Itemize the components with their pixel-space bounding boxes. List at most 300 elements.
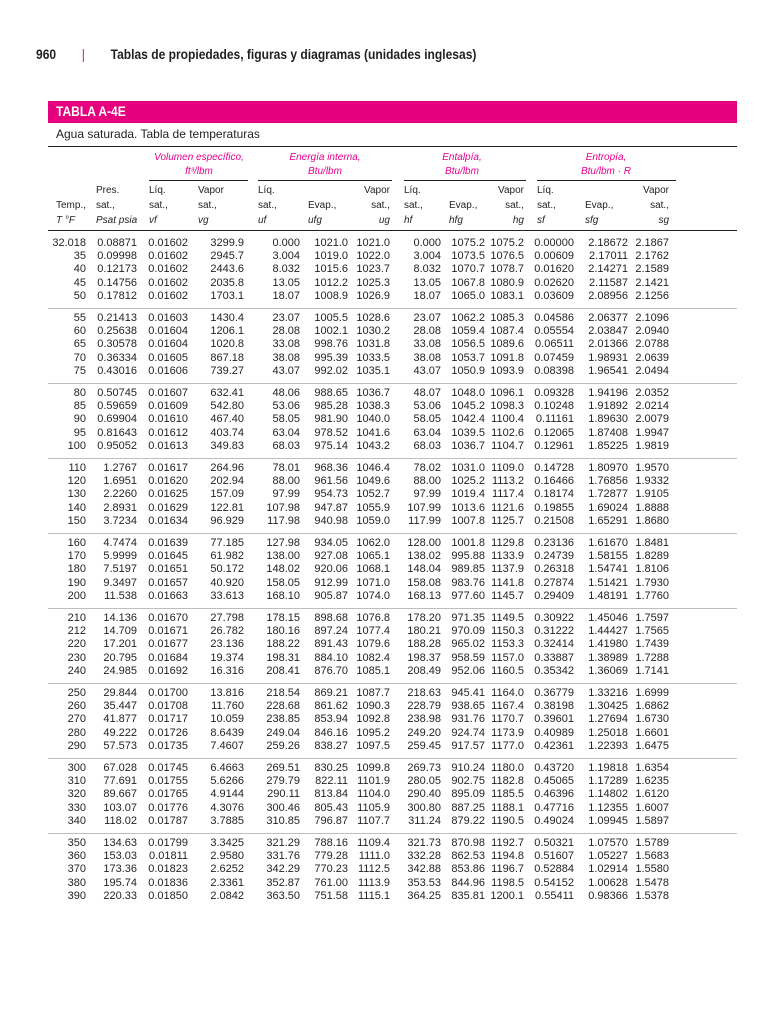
- group-header-unit: ft³/lbm: [185, 166, 213, 177]
- table-cell: 290: [67, 739, 86, 752]
- table-cell: 1005.5: [314, 312, 348, 324]
- table-row: [0, 537, 768, 550]
- table-cell: 0.54152: [534, 876, 574, 889]
- table-cell: 1109.0: [491, 462, 524, 474]
- table-row: [0, 338, 768, 351]
- table-cell: 1167.4: [491, 700, 524, 713]
- table-cell: 168.10: [266, 589, 300, 602]
- table-cell: 0.01823: [148, 863, 188, 876]
- table-cell: 360: [67, 850, 86, 863]
- table-cell: 1.76856: [588, 475, 628, 488]
- table-cell: 97.99: [272, 488, 300, 501]
- table-row: [0, 563, 768, 576]
- table-cell: 632.41: [210, 387, 244, 399]
- table-cell: 78.02: [413, 462, 441, 474]
- table-cell: 1.7288: [635, 651, 669, 664]
- table-cell: 0.12961: [534, 439, 574, 452]
- table-cell: 1.7439: [635, 638, 669, 651]
- table-cell: 50.172: [210, 563, 244, 576]
- column-header: Líq.: [258, 185, 275, 196]
- table-cell: 1076.8: [356, 612, 390, 624]
- table-cell: 958.59: [451, 651, 485, 664]
- table-cell: 1080.9: [490, 276, 524, 289]
- table-cell: 300.46: [266, 801, 300, 814]
- table-row: [0, 762, 768, 775]
- table-cell: 1.69024: [588, 501, 628, 514]
- table-cell: 1194.8: [491, 850, 524, 863]
- table-cell: 830.25: [314, 762, 348, 774]
- table-cell: 117.98: [267, 514, 300, 527]
- table-cell: 80: [73, 387, 86, 399]
- table-cell: 68.03: [272, 439, 300, 452]
- table-cell: 1039.5: [451, 426, 485, 439]
- table-cell: 1.6601: [635, 726, 669, 739]
- table-cell: 0.29409: [534, 589, 574, 602]
- table-cell: 310: [67, 775, 86, 788]
- table-cell: 0.36779: [534, 687, 574, 699]
- table-cell: 0.18174: [534, 488, 574, 501]
- table-cell: 1.5580: [635, 863, 669, 876]
- table-row: [0, 775, 768, 788]
- table-subtitle: Agua saturada. Tabla de temperaturas: [56, 127, 260, 141]
- table-cell: 269.51: [266, 762, 300, 774]
- table-cell: 107.98: [266, 501, 300, 514]
- table-cell: 230: [67, 651, 86, 664]
- table-row: [0, 488, 768, 501]
- table-cell: 0.43720: [534, 762, 574, 774]
- table-cell: 19.374: [210, 651, 244, 664]
- table-cell: 0.98366: [588, 889, 628, 902]
- block-separator: [48, 758, 737, 759]
- table-cell: 380: [67, 876, 86, 889]
- table-cell: 867.18: [210, 351, 244, 364]
- table-cell: 117.99: [408, 514, 441, 527]
- table-cell: 0.01602: [148, 237, 188, 249]
- table-cell: 350: [67, 837, 86, 849]
- table-cell: 28.08: [272, 325, 300, 338]
- table-cell: 0.43016: [97, 364, 137, 377]
- table-cell: 75: [73, 364, 86, 377]
- table-cell: 779.28: [314, 850, 348, 863]
- table-cell: 0.01651: [148, 563, 188, 576]
- table-cell: 0.01634: [148, 514, 188, 527]
- table-cell: 280.05: [407, 775, 441, 788]
- table-cell: 0.39601: [534, 713, 574, 726]
- table-cell: 977.60: [451, 589, 485, 602]
- table-cell: 1093.9: [490, 364, 524, 377]
- table-cell: 0.40989: [534, 726, 574, 739]
- table-cell: 340: [67, 814, 86, 827]
- table-cell: 1.25018: [588, 726, 628, 739]
- column-header: Líq.: [404, 185, 421, 196]
- table-cell: 1.9332: [635, 475, 669, 488]
- column-header: Vapor: [643, 185, 669, 196]
- table-cell: 1.45046: [588, 612, 628, 624]
- column-header: Vapor: [498, 185, 524, 196]
- table-cell: 160: [67, 537, 86, 549]
- table-cell: 2.1762: [635, 250, 669, 263]
- table-cell: 1075.2: [451, 237, 485, 249]
- table-cell: 38.08: [272, 351, 300, 364]
- table-cell: 53.06: [272, 400, 300, 413]
- table-cell: 887.25: [451, 801, 485, 814]
- table-cell: 1101.9: [357, 775, 390, 788]
- table-cell: 1.7597: [635, 612, 669, 624]
- table-cell: 1.9819: [635, 439, 669, 452]
- table-cell: 1025.2: [451, 475, 485, 488]
- table-cell: 1021.0: [356, 237, 390, 249]
- table-row: [0, 665, 768, 678]
- table-cell: 240: [67, 664, 86, 677]
- table-cell: 2.1867: [635, 237, 669, 249]
- table-cell: 330: [67, 801, 86, 814]
- table-cell: 2.0940: [635, 325, 669, 338]
- table-cell: 0.000: [413, 237, 441, 249]
- table-cell: 1096.1: [490, 387, 524, 399]
- table-row: [0, 352, 768, 365]
- table-cell: 0.14756: [97, 276, 137, 289]
- table-cell: 1.80970: [588, 462, 628, 474]
- table-row: [0, 590, 768, 603]
- table-cell: 3299.9: [210, 237, 244, 249]
- table-cell: 2.6252: [210, 863, 244, 876]
- table-cell: 10.059: [210, 713, 244, 726]
- table-cell: 1065.0: [451, 289, 485, 302]
- table-cell: 67.028: [103, 762, 137, 774]
- table-cell: 1125.7: [491, 514, 524, 527]
- table-cell: 0.00609: [534, 250, 574, 263]
- table-cell: 1.22393: [588, 739, 628, 752]
- table-cell: 1040.0: [356, 413, 390, 426]
- table-cell: 1.6120: [635, 788, 669, 801]
- table-cell: 220: [67, 638, 86, 651]
- table-cell: 1062.0: [356, 537, 390, 549]
- column-header: sat.,: [198, 200, 217, 211]
- table-cell: 8.6439: [210, 726, 244, 739]
- table-cell: 1.30425: [588, 700, 628, 713]
- table-cell: 1104.7: [491, 439, 524, 452]
- table-cell: 150: [67, 514, 86, 527]
- table-cell: 1031.0: [451, 462, 485, 474]
- column-header: hg: [512, 215, 524, 226]
- table-cell: 200: [67, 589, 86, 602]
- table-cell: 1129.8: [491, 537, 524, 549]
- table-cell: 6.4663: [210, 762, 244, 774]
- table-cell: 0.01617: [148, 462, 188, 474]
- table-cell: 989.85: [451, 563, 485, 576]
- table-cell: 0.21508: [534, 514, 574, 527]
- table-cell: 1.6730: [635, 713, 669, 726]
- table-row: [0, 237, 768, 250]
- table-cell: 1097.5: [356, 739, 390, 752]
- table-cell: 2.14271: [588, 263, 628, 276]
- table-cell: 1.38989: [588, 651, 628, 664]
- column-header: sat.,: [149, 200, 168, 211]
- table-cell: 846.16: [314, 726, 348, 739]
- table-cell: 1035.1: [356, 364, 390, 377]
- table-cell: 89.667: [103, 788, 137, 801]
- table-cell: 0.01645: [148, 550, 188, 563]
- table-cell: 1.5789: [635, 837, 669, 849]
- table-cell: 4.9144: [210, 788, 244, 801]
- table-cell: 1.17289: [588, 775, 628, 788]
- table-cell: 2.0842: [210, 889, 244, 902]
- table-cell: 4.7474: [103, 537, 137, 549]
- table-cell: 1.02914: [588, 863, 628, 876]
- table-cell: 1153.3: [491, 638, 524, 651]
- table-cell: 1036.7: [356, 387, 390, 399]
- table-cell: 1.5478: [635, 876, 669, 889]
- table-cell: 45: [73, 276, 86, 289]
- table-cell: 269.73: [407, 762, 441, 774]
- table-row: [0, 727, 768, 740]
- table-cell: 249.04: [266, 726, 300, 739]
- table-cell: 2.1589: [635, 263, 669, 276]
- table-cell: 97.99: [413, 488, 441, 501]
- table-cell: 2.8931: [103, 501, 137, 514]
- table-cell: 0.01776: [148, 801, 188, 814]
- block-separator: [48, 533, 737, 534]
- table-cell: 891.43: [314, 638, 348, 651]
- table-cell: 210: [67, 612, 86, 624]
- table-cell: 1.14802: [588, 788, 628, 801]
- table-cell: 739.27: [210, 364, 244, 377]
- table-cell: 931.76: [451, 713, 485, 726]
- table-cell: 1192.7: [491, 837, 524, 849]
- table-cell: 40: [73, 263, 86, 276]
- table-cell: 0.01765: [148, 788, 188, 801]
- table-row: [0, 325, 768, 338]
- table-cell: 978.52: [314, 426, 348, 439]
- table-row: [0, 277, 768, 290]
- table-cell: 983.76: [451, 576, 485, 589]
- table-cell: 0.01603: [148, 312, 188, 324]
- table-cell: 0.01610: [148, 413, 188, 426]
- table-cell: 1.41980: [588, 638, 628, 651]
- table-cell: 1015.6: [314, 263, 348, 276]
- table-cell: 1048.0: [451, 387, 485, 399]
- table-cell: 7.4607: [210, 739, 244, 752]
- column-header: sat.,: [96, 200, 115, 211]
- table-cell: 995.88: [451, 550, 485, 563]
- table-cell: 140: [67, 501, 86, 514]
- table-cell: 1078.7: [490, 263, 524, 276]
- table-row: [0, 837, 768, 850]
- table-cell: 1089.6: [490, 338, 524, 351]
- column-header: sat.,: [505, 200, 524, 211]
- table-cell: 1185.5: [491, 788, 524, 801]
- table-cell: 0.01663: [148, 589, 188, 602]
- column-header: Evap.,: [449, 200, 478, 211]
- table-cell: 7.5197: [103, 563, 137, 576]
- table-cell: 1045.2: [451, 400, 485, 413]
- page-number: 960: [36, 46, 57, 62]
- table-cell: 1.05227: [588, 850, 628, 863]
- table-cell: 0.00000: [534, 237, 574, 249]
- table-cell: 1049.6: [356, 475, 390, 488]
- table-cell: 18.07: [413, 289, 441, 302]
- table-cell: 1190.5: [491, 814, 524, 827]
- group-header-underline: [404, 180, 526, 181]
- table-cell: 32.018: [52, 237, 86, 249]
- table-cell: 934.05: [314, 537, 348, 549]
- column-header: sat.,: [537, 200, 556, 211]
- table-cell: 0.01717: [148, 713, 188, 726]
- table-cell: 2.0788: [635, 338, 669, 351]
- table-cell: 35: [73, 250, 86, 263]
- table-cell: 2035.8: [210, 276, 244, 289]
- table-cell: 1.6235: [635, 775, 669, 788]
- block-separator: [48, 458, 737, 459]
- table-cell: 0.12173: [97, 263, 137, 276]
- group-header-title: Entropía,: [585, 152, 627, 163]
- table-cell: 0.08871: [97, 237, 137, 249]
- table-cell: 0.31222: [534, 625, 574, 638]
- table-cell: 9.3497: [103, 576, 137, 589]
- table-cell: 1.87408: [588, 426, 628, 439]
- table-cell: 0.01607: [148, 387, 188, 399]
- table-cell: 861.62: [314, 700, 348, 713]
- table-cell: 0.01604: [148, 325, 188, 338]
- table-cell: 320: [67, 788, 86, 801]
- table-cell: 1.5683: [635, 850, 669, 863]
- table-cell: 0.49024: [534, 814, 574, 827]
- table-cell: 120: [67, 475, 86, 488]
- table-cell: 0.01629: [148, 501, 188, 514]
- table-cell: 0.50745: [97, 387, 137, 399]
- table-cell: 1149.5: [491, 612, 524, 624]
- table-cell: 1.85225: [588, 439, 628, 452]
- table-cell: 5.6266: [210, 775, 244, 788]
- table-cell: 998.76: [314, 338, 348, 351]
- table-cell: 0.01625: [148, 488, 188, 501]
- table-row: [0, 700, 768, 713]
- table-cell: 0.01708: [148, 700, 188, 713]
- table-cell: 1141.8: [491, 576, 524, 589]
- table-cell: 390: [67, 889, 86, 902]
- table-cell: 50: [73, 289, 86, 302]
- table-cell: 4.3076: [210, 801, 244, 814]
- table-cell: 1085.1: [356, 664, 390, 677]
- table-cell: 0.12065: [534, 426, 574, 439]
- column-header: ug: [378, 215, 390, 226]
- table-cell: 1020.8: [210, 338, 244, 351]
- table-cell: 1.89630: [588, 413, 628, 426]
- table-cell: 2443.6: [210, 263, 244, 276]
- table-cell: 1107.7: [357, 814, 390, 827]
- table-cell: 945.41: [451, 687, 485, 699]
- table-cell: 1703.1: [210, 289, 244, 302]
- table-cell: 49.222: [103, 726, 137, 739]
- table-cell: 2.11587: [589, 276, 628, 289]
- table-cell: 279.79: [266, 775, 300, 788]
- table-cell: 805.43: [314, 801, 348, 814]
- table-cell: 0.59659: [97, 400, 137, 413]
- table-cell: 1.51421: [588, 576, 628, 589]
- table-cell: 895.09: [451, 788, 485, 801]
- table-cell: 822.11: [315, 775, 348, 788]
- table-cell: 1157.0: [491, 651, 524, 664]
- table-cell: 11.538: [104, 589, 137, 602]
- table-cell: 0.95052: [97, 439, 137, 452]
- table-cell: 28.08: [413, 325, 441, 338]
- table-cell: 33.08: [272, 338, 300, 351]
- column-header: T °F: [56, 215, 75, 226]
- table-cell: 170: [67, 550, 86, 563]
- table-cell: 879.22: [451, 814, 485, 827]
- table-cell: 18.07: [272, 289, 300, 302]
- table-cell: 90: [73, 413, 86, 426]
- table-cell: 0.000: [272, 237, 300, 249]
- table-cell: 1.72877: [588, 488, 628, 501]
- table-cell: 995.39: [314, 351, 348, 364]
- table-cell: 1.33216: [588, 687, 628, 699]
- table-cell: 77.185: [210, 537, 244, 549]
- table-cell: 310.85: [266, 814, 300, 827]
- table-cell: 280: [67, 726, 86, 739]
- table-cell: 332.28: [407, 850, 441, 863]
- table-cell: 1.6007: [635, 801, 669, 814]
- table-cell: 1076.5: [490, 250, 524, 263]
- table-cell: 26.782: [210, 625, 244, 638]
- column-header: hfg: [449, 215, 463, 226]
- table-cell: 0.01613: [148, 439, 188, 452]
- table-cell: 0.01799: [148, 837, 188, 849]
- table-cell: 33.613: [210, 589, 244, 602]
- table-cell: 0.01735: [148, 739, 188, 752]
- table-cell: 0.17812: [97, 289, 137, 302]
- table-cell: 148.02: [266, 563, 300, 576]
- table-cell: 3.004: [413, 250, 441, 263]
- table-cell: 2.18672: [588, 237, 628, 249]
- table-cell: 1105.9: [357, 801, 390, 814]
- table-cell: 0.01692: [148, 664, 188, 677]
- table-cell: 961.56: [314, 475, 348, 488]
- table-cell: 0.30922: [534, 612, 574, 624]
- table-cell: 353.53: [407, 876, 441, 889]
- table-cell: 813.84: [314, 788, 348, 801]
- table-row: [0, 440, 768, 453]
- header-bottom-rule: [48, 230, 737, 231]
- table-cell: 0.01602: [148, 263, 188, 276]
- table-row: [0, 290, 768, 303]
- table-cell: 103.07: [103, 801, 137, 814]
- table-cell: 27.798: [210, 612, 244, 624]
- table-cell: 1095.2: [356, 726, 390, 739]
- table-cell: 0.01620: [534, 263, 574, 276]
- table-cell: 1.9570: [635, 462, 669, 474]
- group-header-unit: Btu/lbm: [445, 166, 479, 177]
- table-cell: 947.87: [314, 501, 348, 514]
- table-cell: 1087.4: [490, 325, 524, 338]
- table-cell: 0.01602: [148, 289, 188, 302]
- table-row: [0, 502, 768, 515]
- column-header: ufg: [308, 215, 322, 226]
- table-cell: 1052.7: [356, 488, 390, 501]
- table-cell: 13.05: [272, 276, 300, 289]
- table-cell: 63.04: [272, 426, 300, 439]
- table-cell: 1.8106: [635, 563, 669, 576]
- column-header: sf: [537, 215, 545, 226]
- table-cell: 63.04: [413, 426, 441, 439]
- table-cell: 1112.5: [357, 863, 390, 876]
- column-header: Temp.,: [56, 200, 87, 211]
- chapter-title: Tablas de propiedades, figuras y diagramas (unidades inglesas): [110, 46, 477, 62]
- table-cell: 3.004: [272, 250, 300, 263]
- table-cell: 2.3361: [210, 876, 244, 889]
- table-cell: 158.08: [407, 576, 441, 589]
- table-cell: 0.01606: [148, 364, 188, 377]
